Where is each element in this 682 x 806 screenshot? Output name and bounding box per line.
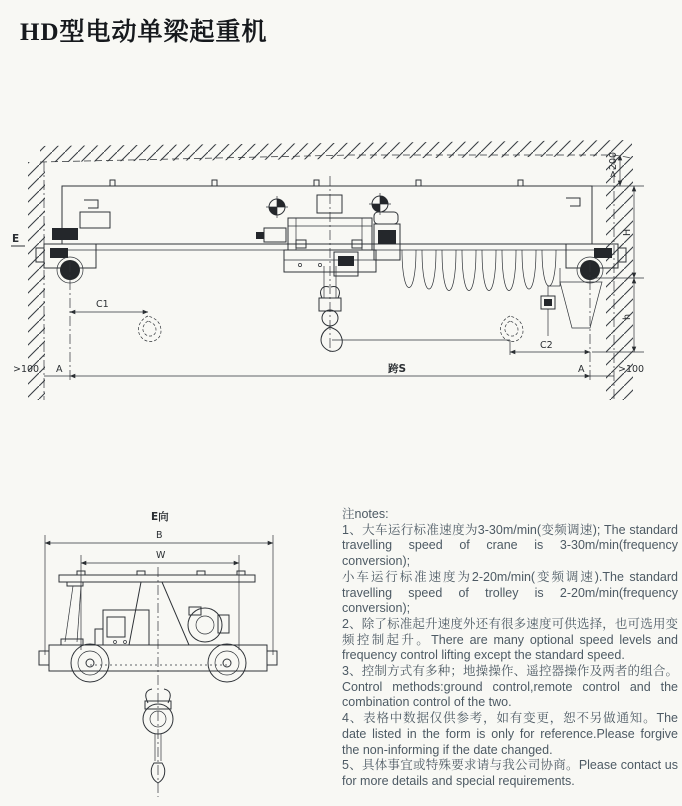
bridge-girder (50, 180, 606, 250)
dim-label-clearance-right: >100 (618, 364, 645, 375)
notes-block (342, 507, 678, 790)
dim-label-B: B (156, 530, 163, 541)
festoon-cable-loops (402, 250, 556, 291)
dim-C1 (70, 299, 148, 312)
dim-label-H: H (622, 228, 633, 236)
dim-C2 (510, 340, 590, 355)
note-item-5: 5、具体事宜或特殊要求请与我公司协商。Please contact us for more details and special requirements. (342, 758, 678, 788)
support-legs (61, 582, 83, 645)
note-item-1: 1、大车运行标准速度为3-30m/min(变频调速); The standard travelling speed of crane is 3-30m/min(frequency conversion); (342, 522, 678, 569)
side-view-title: E向 (151, 511, 169, 523)
hook-extreme-right (500, 316, 523, 342)
dim-label-W: W (156, 550, 166, 561)
crane-front-view-drawing (0, 100, 682, 410)
dim-label-rail-right: A (578, 364, 585, 375)
hoist-body (95, 582, 229, 645)
dim-label-clearance-left: >100 (13, 364, 40, 375)
page-title: HD型电动单梁起重机 (20, 19, 268, 46)
lifting-eye-symbols (266, 193, 391, 218)
building-ceiling-hatch (40, 140, 632, 162)
wheel-right (208, 644, 246, 682)
note-item-3: 3、控制方式有多种；地操操作、遥控器操作及两者的组合。Control methods:ground control,remote control and the combination control of the two. (342, 664, 678, 710)
dim-label-span: 跨S (388, 363, 407, 375)
dim-label-clearance-top: >200 (608, 151, 619, 178)
dim-label-C2: C2 (540, 340, 553, 351)
hook-extreme-left (138, 316, 161, 342)
dim-label-C1: C1 (96, 299, 109, 310)
note-item-1b: 小车运行标准速度为2-20m/min(变频调速).The standard travelling speed of trolley is 2-20m/min(frequency conversion); (342, 569, 678, 616)
dim-span (70, 362, 590, 376)
view-e-marker (11, 233, 25, 246)
dim-W (81, 550, 239, 650)
dim-label-E: E (12, 233, 20, 245)
dim-label-rail-left: A (56, 364, 63, 375)
wheel-left (71, 644, 109, 682)
note-item-2: 2、除了标准起升速度外还有很多速度可供选择，也可选用变频控制起升。There are many optional speed levels and frequency control lifting except the standard speed. (342, 616, 678, 663)
hook-center (319, 266, 342, 351)
girder-top-plate (59, 571, 255, 582)
note-item-4: 4、表格中数据仅供参考，如有变更，恕不另做通知。The date listed in the form is only for reference.Please forgive the non-informing if the date changed. (342, 711, 678, 757)
notes-heading: 注notes: (342, 507, 389, 521)
dim-label-h: h (622, 313, 633, 320)
crane-end-view-drawing (15, 505, 335, 805)
